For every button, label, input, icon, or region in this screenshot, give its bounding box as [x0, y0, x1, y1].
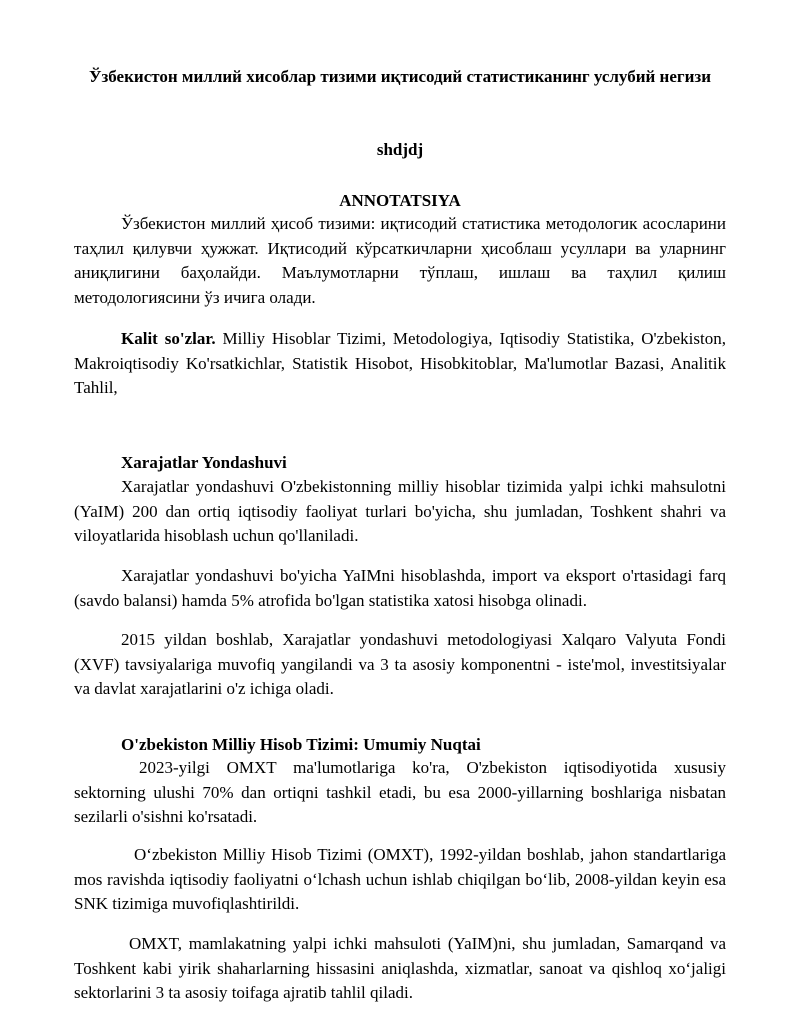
section2-paragraph-2: Oʻzbekiston Milliy Hisob Tizimi (OMXT), 1992-yildan boshlab, jahon standartlariga mos ravishda iqtisodiy faoliyatni oʻlchash uchun ishlab chiqilgan boʻlib, 2008-yildan keyin esa SNK tizimiga muvofiqlashtirildi.: [74, 845, 726, 913]
keywords-label: Kalit so'zlar.: [121, 329, 216, 348]
document-subtitle: shdjdj: [376, 140, 424, 159]
section-heading-omxt: O'zbekiston Milliy Hisob Tizimi: Umumiy Nuqtai: [121, 735, 481, 754]
keywords-text: Milliy Hisoblar Tizimi, Metodologiya, Iqtisodiy Statistika, O'zbekiston, Makroiqtisodiy Ko'rsatkichlar, Statistik Hisobot, Hisobkitoblar, Ma'lumotlar Bazasi, Analitik Tahlil,: [74, 329, 726, 397]
annotation-heading: ANNOTATSIYA: [339, 191, 461, 210]
document-title: Ўзбекистон миллий хисоблар тизими иқтисодий статистиканинг услубий негизи: [88, 67, 712, 86]
section-heading-xarajatlar: Xarajatlar Yondashuvi: [121, 453, 287, 472]
section1-paragraph-2: Xarajatlar yondashuvi bo'yicha YaIMni hisoblashda, import va eksport o'rtasidagi farq (savdo balansi) hamda 5% atrofida bo'lgan statistika xatosi hisobga olinadi.: [74, 566, 726, 610]
section1-paragraph-1: Xarajatlar yondashuvi O'zbekistonning milliy hisoblar tizimida yalpi ichki mahsulotni (YaIM) 200 dan ortiq iqtisodiy faoliyat turlari bo'yicha, shu jumladan, Toshkent shahri va viloyatlarida hisoblash uchun qo'llaniladi.: [74, 477, 726, 545]
section2-paragraph-1: 2023-yilgi OMXT ma'lumotlariga ko'ra, O'zbekiston iqtisodiyotida xususiy sektorning ulushi 70% dan ortiqni tashkil etadi, bu esa 2000-yillarning boshlariga nisbatan sezilarli o'sishni ko'rsatadi.: [74, 758, 726, 826]
section2-paragraph-3: OMXT, mamlakatning yalpi ichki mahsuloti (YaIM)ni, shu jumladan, Samarqand va Toshkent kabi yirik shaharlarning hissasini aniqlashda, xizmatlar, sanoat va qishloq xoʻjaligi sektorlarini 3 ta asosiy toifaga ajratib tahlil qiladi.: [74, 934, 726, 1002]
annotation-paragraph: Ўзбекистон миллий ҳисоб тизими: иқтисодий статистика методологик асосларини таҳлил қилувчи ҳужжат. Иқтисодий кўрсаткичларни ҳисоблаш усуллари ва уларнинг аниқлигини баҳолайди. Маълумотларни тўплаш, ишлаш ва таҳлил қилиш методологиясини ўз ичига олади.: [74, 214, 726, 307]
section1-paragraph-3: 2015 yildan boshlab, Xarajatlar yondashuvi metodologiyasi Xalqaro Valyuta Fondi (XVF) tavsiyalariga muvofiq yangilandi va 3 ta asosiy komponentni - iste'mol, investitsiyalar va davlat xarajatlarini o'z ichiga oladi.: [74, 630, 726, 698]
keywords-paragraph: [74, 327, 726, 401]
